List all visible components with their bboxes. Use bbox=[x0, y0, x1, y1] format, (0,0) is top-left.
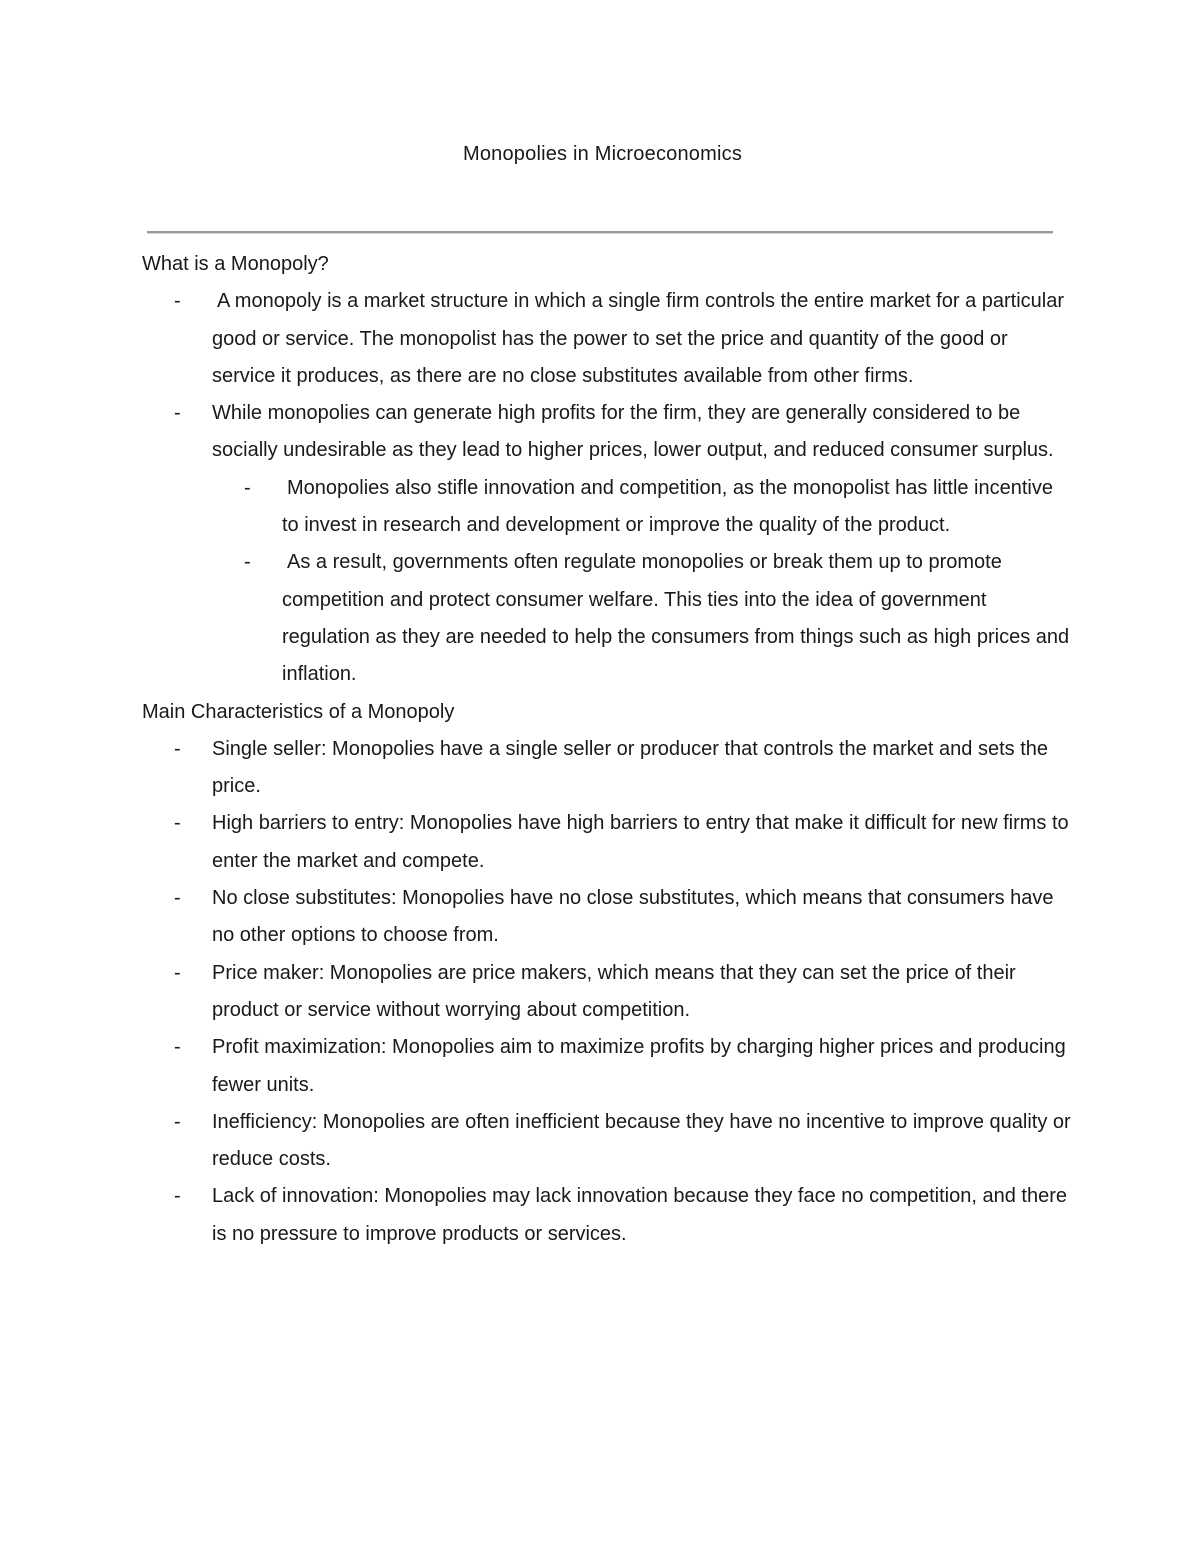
list-item-text: High barriers to entry: Monopolies have high barriers to entry that make it difficult for new firms to enter the market and compete. bbox=[212, 812, 1069, 872]
document-body bbox=[142, 246, 1072, 1253]
section-list-what-is-monopoly bbox=[142, 283, 1072, 469]
list-item bbox=[142, 955, 1072, 1030]
list-item-text: Profit maximization: Monopolies aim to maximize profits by charging higher prices and producing fewer units. bbox=[212, 1036, 1066, 1096]
document-title: Monopolies in Microeconomics bbox=[462, 143, 743, 165]
list-item bbox=[142, 1178, 1072, 1253]
nested-list-item bbox=[142, 544, 1072, 693]
list-item bbox=[142, 1029, 1072, 1104]
list-item bbox=[142, 805, 1072, 880]
list-item-text: No close substitutes: Monopolies have no close substitutes, which means that consumers have no other options to choose from. bbox=[212, 887, 1054, 947]
list-item-text: While monopolies can generate high profits for the firm, they are generally considered to be socially undesirable as they lead to higher prices, lower output, and reduced consumer surplus. bbox=[212, 402, 1054, 462]
list-item-text: Inefficiency: Monopolies are often inefficient because they have no incentive to improve quality or reduce costs. bbox=[212, 1110, 1071, 1171]
section-list-main-characteristics bbox=[142, 731, 1072, 1253]
list-item-text: Price maker: Monopolies are price makers, which means that they can set the price of their product or service without worrying about competition. bbox=[212, 961, 1016, 1021]
nested-list bbox=[142, 470, 1072, 694]
list-item bbox=[142, 880, 1072, 955]
list-item bbox=[142, 395, 1072, 470]
nested-list-item bbox=[142, 470, 1072, 545]
list-item bbox=[142, 1104, 1072, 1179]
section-heading-main-characteristics: Main Characteristics of a Monopoly bbox=[142, 700, 455, 723]
list-item bbox=[142, 731, 1072, 806]
list-item-text: Lack of innovation: Monopolies may lack innovation because they face no competition, and there is no pressure to improve products or services. bbox=[212, 1185, 1067, 1245]
list-item-text: As a result, governments often regulate monopolies or break them up to promote competition and protect consumer welfare. This ties into the idea of government regulation as they are needed to help the consumers from things such as high prices and inflation. bbox=[282, 551, 1070, 686]
list-item bbox=[142, 283, 1072, 395]
list-item-text: Monopolies also stifle innovation and competition, as the monopolist has little incentive to invest in research and development or improve the quality of the product. bbox=[282, 476, 1053, 537]
horizontal-rule bbox=[147, 231, 1053, 234]
section-heading-what-is-monopoly: What is a Monopoly? bbox=[142, 253, 329, 275]
list-item-text: Single seller: Monopolies have a single seller or producer that controls the market and sets the price. bbox=[212, 737, 1049, 798]
list-item-text: A monopoly is a market structure in which a single firm controls the entire market for a particular good or service. The monopolist has the power to set the price and quantity of the good or service it produces, as there are no close substitutes available from other firms. bbox=[212, 290, 1065, 387]
